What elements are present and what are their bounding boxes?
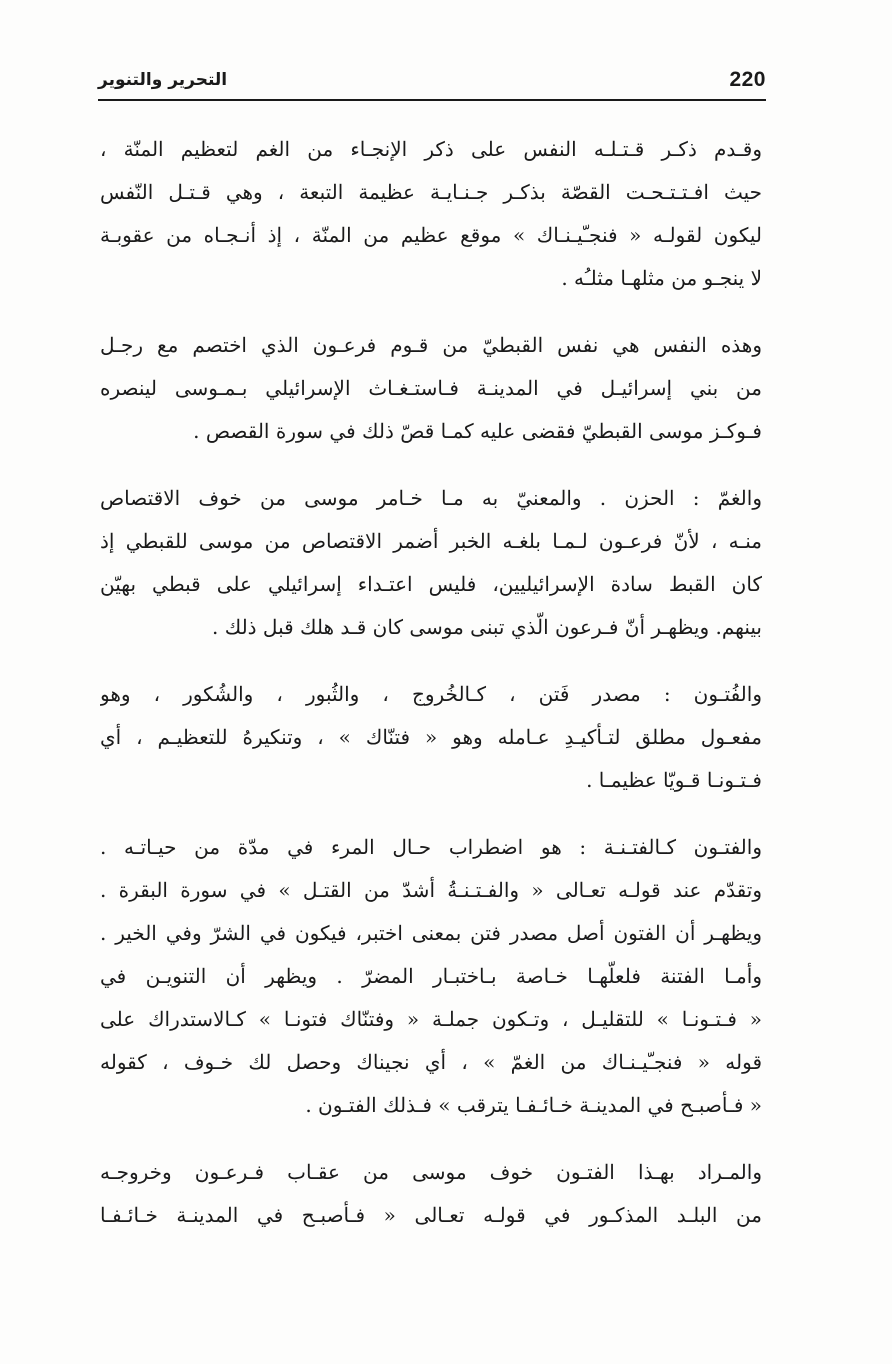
paragraph-1: [100, 128, 762, 300]
text-line: « فـأصبـح في المدينـة خـائـفـا يترقب » فـذلك الفتـون .: [305, 1093, 762, 1117]
running-title: التحرير والتنوير: [98, 70, 228, 90]
text-line: فـتـونـا قـويّا عظيمـا .: [586, 768, 762, 792]
paragraph-4: [100, 673, 762, 802]
page-header: [98, 66, 766, 100]
text-line: ليكون لقولـه « فنجـّيـنـاك » موقع عظيم من المنّة ، إذ أنـجـاه من عقوبـة: [100, 223, 762, 247]
paragraph-2: [100, 324, 762, 453]
paragraph-gap: [100, 453, 762, 477]
text-line: والفُتـون : مصدر فَتن ، كـالخُروج ، والثُبور ، والشُكور ، وهو: [100, 682, 762, 706]
text-line: كان القبط سادة الإسرائيليين، فليس اعتـداء إسرائيلي على قبطي بهيّن: [100, 572, 762, 596]
text-line: فـوكـز موسى القبطيّ فقضى عليه كمـا قصّ ذلك في سورة القصص .: [193, 419, 762, 443]
text-line: « فـتـونـا » للتقليـل ، وتـكون جملـة « وفتنّاك فتونـا » كـالاستدراك على: [100, 1007, 762, 1031]
text-line: وأمـا الفتنة فلعلّهـا خـاصة بـاختبـار المضرّ . ويظهر أن التنويـن في: [100, 964, 762, 988]
body-text: [100, 128, 762, 1237]
paragraph-gap: [100, 649, 762, 673]
header-rule: [98, 99, 766, 101]
paragraph-gap: [100, 1127, 762, 1151]
text-line: وتقدّم عند قولـه تعـالى « والفـتـنـةُ أشدّ من القتـل » في سورة البقرة .: [100, 878, 762, 902]
text-line: حيث افـتـتـحـت القصّة بذكـر جـنـايـة عظيمة التبعة ، وهي قـتـل النّفس: [100, 180, 762, 204]
text-line: ويظهـر أن الفتون أصل مصدر فتن بمعنى اختبر، فيكون في الشرّ وفي الخير .: [100, 921, 762, 945]
paragraph-3: [100, 477, 762, 649]
text-line: وهذه النفس هي نفس القبطيّ من قـوم فرعـون الذي اختصم مع رجـل: [100, 333, 762, 357]
text-line: لا ينجـو من مثلهـا مثلـُه .: [561, 266, 762, 290]
paragraph-gap: [100, 300, 762, 324]
paragraph-6: [100, 1151, 762, 1237]
text-line: والفتـون كـالفتـنـة : هو اضطراب حـال المرء في مدّة من حيـاتـه .: [100, 835, 762, 859]
text-line: منـه ، لأنّ فرعـون لـمـا بلغـه الخبر أضمر الاقتصاص من موسى للقبطي إذ: [100, 529, 762, 553]
text-line: من بني إسرائيـل في المدينـة فـاستـغـاث الإسرائيلي بـمـوسى لينصره: [100, 376, 762, 400]
text-line: بينهم. ويظهـر أنّ فـرعون الّذي تبنى موسى كان قـد هلك قبل ذلك .: [212, 615, 762, 639]
text-line: قوله « فنجـّيـنـاك من الغمّ » ، أي نجيناك وحصل لك خـوف ، كقوله: [100, 1050, 762, 1074]
text-line: من البلـد المذكـور في قولـه تعـالى « فـأصبـح في المدينـة خـائـفـا: [100, 1203, 762, 1227]
text-line: مفعـول مطلق لتـأكيـدِ عـامله وهو « فتنّاك » ، وتنكيرهُ للتعظيـم ، أي: [100, 725, 762, 749]
text-line: وقـدم ذكـر قـتـلـه النفس على ذكر الإنجـاء من الغم لتعظيم المنّة ،: [100, 137, 762, 161]
page-number: 220: [729, 68, 766, 91]
paragraph-5: [100, 826, 762, 1127]
paragraph-gap: [100, 802, 762, 826]
text-line: والغمّ : الحزن . والمعنيّ به مـا خـامر موسى من خوف الاقتصاص: [100, 486, 762, 510]
text-line: والمـراد بهـذا الفتـون خوف موسى من عقـاب فـرعـون وخروجـه: [100, 1160, 762, 1184]
